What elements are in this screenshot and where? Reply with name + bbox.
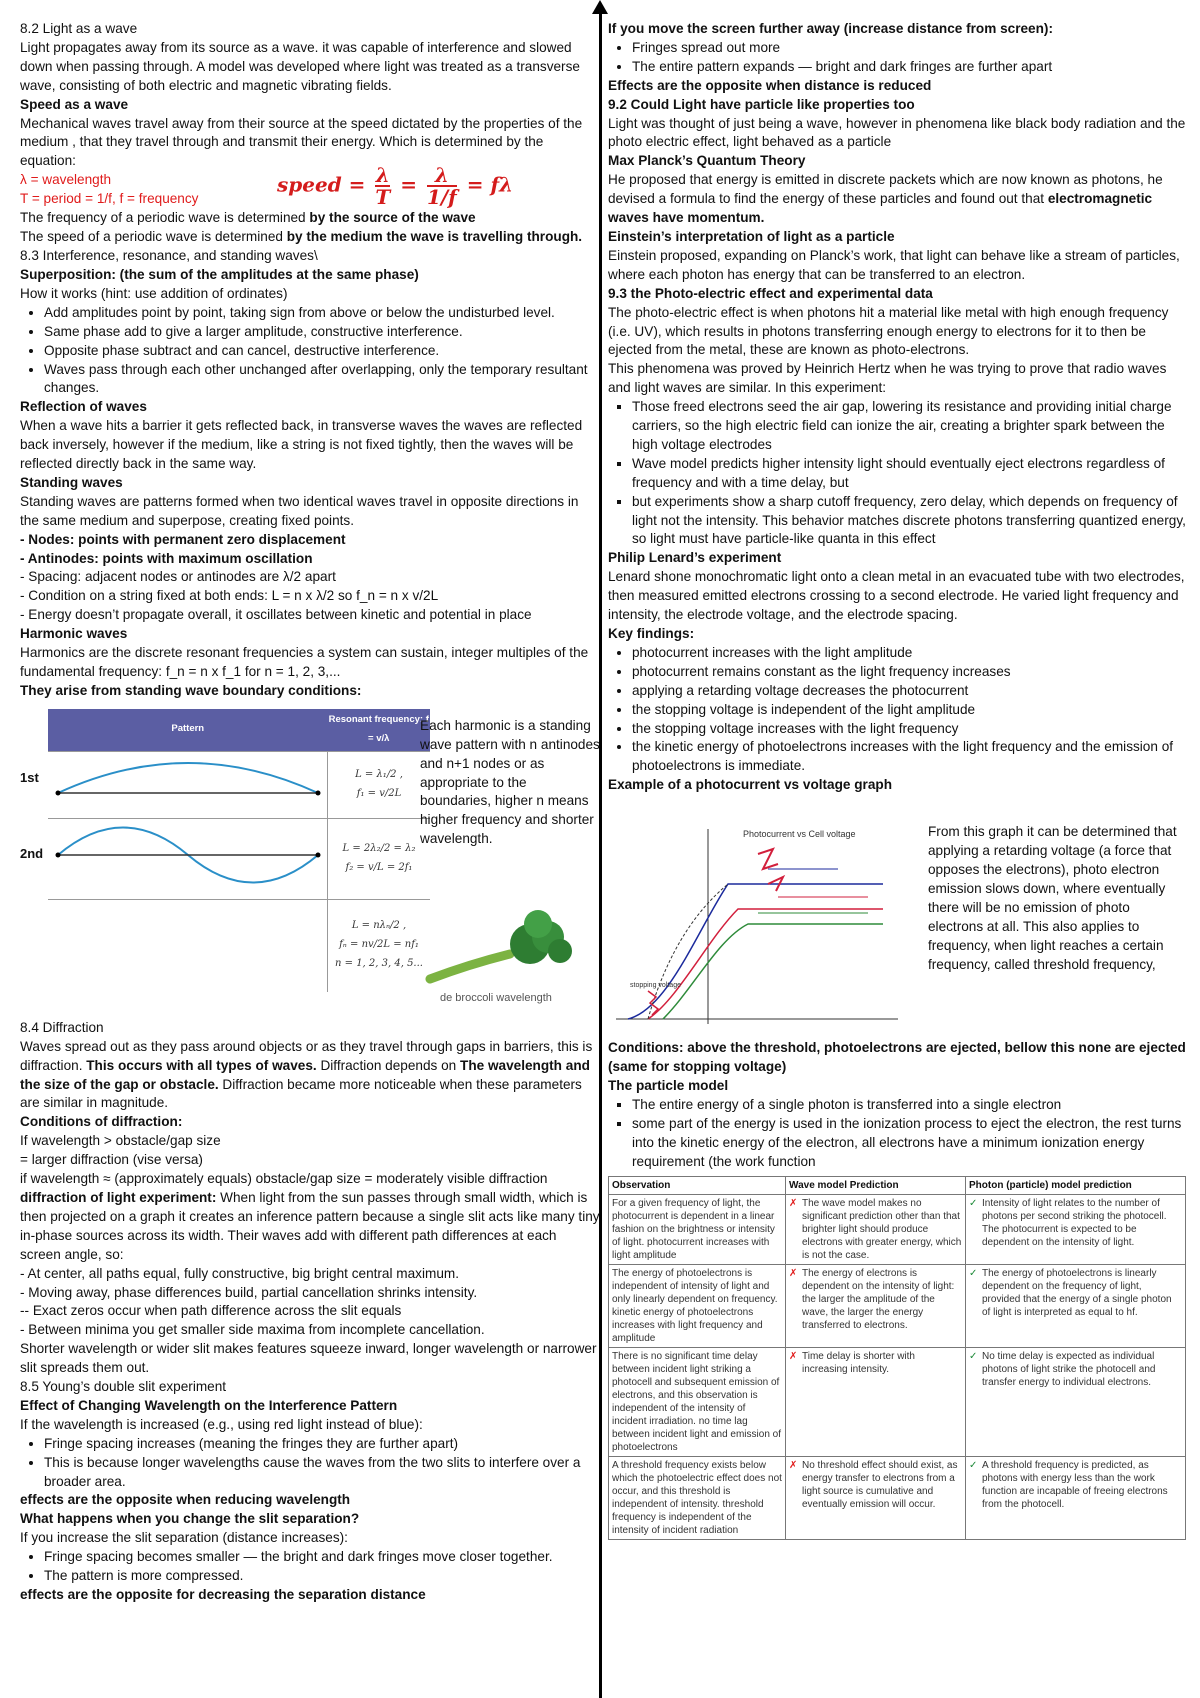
right-column [608,20,1186,1540]
harmonic-n-formula: L = nλₙ/2 , fₙ = nv/2L = nf₁ n = 1, 2, 3, 4, 5... [328,899,431,992]
condition-line: - Condition on a string fixed at both ends: L = n x λ/2 so f_n = n x v/2L [20,588,439,604]
harmonics-table [48,709,430,992]
broccoli-caption: de broccoli wavelength [440,991,552,1004]
list-item: • applying a retarding voltage decreases the photocurrent [632,682,1186,701]
list-item: ▪ but experiments show a sharp cutoff frequency, zero delay, which depends on frequency of light not the intensity. This behavior matches discrete photons transferring quantized energy, so light must have particle-like quanta in this effect [632,493,1186,550]
broccoli-image [420,909,600,1009]
condition-2: = larger diffraction (vise versa) [20,1152,203,1168]
list-item: • Same phase add to give a larger amplitude, constructive interference. [44,323,600,342]
opposite-note-2: effects are the opposite for decreasing the separation distance [20,1587,426,1602]
table-row: A threshold frequency exists below which the photoelectric effect does not occur, and this threshold is independent of intensity. threshold frequency is independent of the intensity of incident radiation ✗ No threshold effect should exist, as energy transfer to electrons from a light source is cumulative and eventually emission will occur. ✓ A threshold frequency is predicted, as photons with energy less than the work function are incapable of freeing electrons from the photocell. [609,1456,1186,1539]
hertz-list [608,398,1186,549]
superposition-heading: Superposition: (the sum of the amplitudes at the same phase) [20,266,419,282]
list-item: • the kinetic energy of photoelectrons increases with the light frequency and the emission of photoelectrons is immediate. [632,738,1186,776]
harmonic-bold-line: They arise from standing wave boundary conditions: [20,682,362,698]
list-item: • Opposite phase subtract and can cancel, destructive interference. [44,342,600,361]
antinodes-line: - Antinodes: points with maximum oscillation [20,550,313,566]
harmonic-heading: Harmonic waves [20,626,128,642]
list-item: ▪ some part of the energy is used in the ionization process to eject the electron, the rest turns into the kinetic energy of the electron, all electrons have a minimum ionization energy requirement (the work function [632,1115,1186,1172]
how-it-works: How it works (hint: use addition of ordinates) [20,285,288,301]
reflection-heading: Reflection of waves [20,399,147,415]
section-8-5-title: 8.5 Young’s double slit experiment [20,1379,227,1395]
photon-header: Photon (particle) model prediction [966,1176,1186,1194]
reflection-paragraph: When a wave hits a barrier it gets reflected back, in transverse waves the waves are reflected back inversely, however if the medium, like a string is not fixed tightly, then the waves will be reflected directly back in the same way. [20,418,583,472]
speed-formula: speed = $\frac{\lambda}{T}$ = $\frac{\lambda}{1/f}$ = fλ [277,163,514,210]
harmonic-1st-label: 1st [20,769,39,785]
conditions-paragraph: Conditions: above the threshold, photoelectrons are ejected, bellow this none are ejected (same for stopping voltage) [608,1040,1186,1075]
standing-heading: Standing waves [20,474,123,490]
formula-block [20,163,600,210]
section-9-2-title: 9.2 Could Light have particle like properties too [608,96,915,112]
spacing-line: - Spacing: adjacent nodes or antinodes are λ/2 apart [20,569,336,585]
diffraction-point-4: - Between minima you get smaller side maxima from incomplete cancellation. [20,1322,485,1338]
energy-line: - Energy doesn’t propagate overall, it oscillates between kinetic and potential in place [20,607,532,623]
graph-heading: Example of a photocurrent vs voltage graph [608,777,893,793]
section-9-3-p2: This phenomena was proved by Heinrich Hertz when he was trying to prove that radio waves and light waves are similar. In this experiment: [608,361,1167,396]
slit-paragraph: If you increase the slit separation (distance increases): [20,1530,348,1546]
speed-heading: Speed as a wave [20,96,129,112]
conditions-heading: Conditions of diffraction: [20,1114,183,1130]
harmonic-paragraph: Harmonics are the discrete resonant frequencies a system can sustain, integer multiples of the fundamental frequency: f_n = n x f_1 for n = 1, 2, 3,... [20,645,589,679]
photocurrent-graph [608,809,908,1039]
harmonic-2nd-label: 2nd [20,845,44,861]
wavelength-list [20,1435,600,1492]
left-column [20,20,600,1605]
section-9-3-p1: The photo-electric effect is when photons hit a material like metal with high enough frequency (i.e. UV), which results in photons transferring enough energy to electrons for it to then be ejected from the metal, these are known as photo-electrons. [608,304,1169,358]
graph-note: From this graph it can be determined that applying a retarding voltage (a force that opposes the electrons), photo electron emission slows down, where eventually there will be no emission of photo electrons at all. This also applies to frequency, when light reaches a certain frequency, called threshold frequency, [928,824,1177,972]
list-item: ▪ Those freed electrons seed the air gap, lowering its resistance and providing initial charge carriers, so the high electric field can ionize the air, creating a brighter spark between the high voltage electrodes [632,398,1186,455]
key-findings-heading: Key findings: [608,626,695,641]
list-item: • Fringe spacing increases (meaning the fringes they are further apart) [44,1435,600,1454]
stopping-voltage-label: stopping voltage [630,982,681,990]
planck-heading: Max Planck’s Quantum Theory [608,153,806,169]
list-item: • Fringes spread out more [632,39,1186,58]
nodes-line: - Nodes: points with permanent zero displacement [20,531,346,547]
harmonic-1-formula: L = λ₁/2 , f₁ = v/2L [328,751,431,818]
section-8-5-sub: Effect of Changing Wavelength on the Interference Pattern [20,1397,398,1413]
lenard-heading: Philip Lenard’s experiment [608,550,782,566]
frequency-line: The frequency of a periodic wave is determined by the source of the wave [20,210,476,226]
graph-title: Photocurrent vs Cell voltage [743,829,856,840]
list-item: • This is because longer wavelengths cause the waves from the two slits to interfere over a broader area. [44,1454,600,1492]
observation-header: Observation [609,1176,786,1194]
section-8-4-title: 8.4 Diffraction [20,1019,104,1035]
list-item: • the stopping voltage is independent of the light amplitude [632,701,1186,720]
table-row: The energy of photoelectrons is independent of intensity of light and only linearly dependent on frequency. kinetic energy of photoelectrons increases with light frequency and amplitude ✗ The energy of electrons is dependent on the intensity of light: the larger the amplitude of the wave, the larger the energy transferred to electrons. ✓ The energy of photoelectrons is linearly dependent on the frequency of light, provided that the energy of a single photon of light is interpreted as equal to hf. [609,1264,1186,1347]
diffraction-point-3: -- Exact zeros occur when path difference across the slit equals [20,1303,402,1319]
particle-heading: The particle model [608,1077,729,1093]
slit-question: What happens when you change the slit separation? [20,1511,360,1527]
section-8-2-intro: Light propagates away from its source as a wave. it was capable of interference and slowed down when passing through. A model was developed where light was treated as a transverse wave, consisting of both electric and magnetic vibrating fields. [20,39,580,93]
pattern-header: Pattern [48,709,328,752]
frequency-header: Resonant frequency: f = v/λ [328,709,431,752]
section-8-2-title: 8.2 Light as a wave [20,21,138,36]
section-9-3-title: 9.3 the Photo-electric effect and experimental data [608,285,933,301]
list-item: • Add amplitudes point by point, taking sign from above or below the undisturbed level. [44,304,600,323]
harmonic-2-formula: L = 2λ₂/2 = λ₂ f₂ = v/L = 2f₁ [328,818,431,899]
diffraction-point-2: - Moving away, phase differences build, partial cancellation shrinks intensity. [20,1284,478,1300]
particle-list [608,1096,1186,1172]
lambda-definition: λ = wavelength [20,172,112,188]
list-item: • Fringe spacing becomes smaller — the bright and dark fringes move closer together. [44,1548,600,1567]
diffraction-paragraph: Waves spread out as they pass around objects or as they travel through gaps in barriers, this is diffraction. This occurs with all types of waves. Diffraction depends on The wavelength and the size of the gap or obstacle. Diffraction became more noticeable when these parameters are similar in magnitude. [20,1038,593,1111]
planck-paragraph: He proposed that energy is emitted in discrete packets which are now known as photons, he devised a formula to find the energy of these particles and found out that electromagnetic waves have momentum. [608,172,1163,226]
speed-paragraph: Mechanical waves travel away from their source at the speed dictated by the properties of the medium , that they travel through and transmit their energy. Which is determined by the equation: [20,115,583,169]
standing-paragraph: Standing waves are patterns formed when two identical waves travel in opposite directions in the same medium and superpose, creating fixed points. [20,493,579,528]
list-item: • The entire pattern expands — bright and dark fringes are further apart [632,58,1186,77]
slit-list [20,1548,600,1586]
period-definition: T = period = 1/f, f = frequency [20,191,199,207]
condition-1: If wavelength > obstacle/gap size [20,1133,221,1149]
wave-header: Wave model Prediction [786,1176,966,1194]
photocurrent-graph-block [608,799,1186,1039]
observation-table [608,1176,1186,1540]
diffraction-point-1: - At center, all paths equal, fully constructive, big bright central maximum. [20,1265,459,1281]
screen-question: If you move the screen further away (increase distance from screen): [608,21,1053,36]
section-9-2-paragraph: Light was thought of just being a wave, however in phenomena like black body radiation and the photo electric effect, light behaved as a particle [608,115,1186,150]
list-item: • the stopping voltage increases with the light frequency [632,720,1186,739]
einstein-heading: Einstein’s interpretation of light as a particle [608,228,895,244]
condition-3: if wavelength ≈ (approximately equals) obstacle/gap size = moderately visible diffraction [20,1171,548,1187]
diffraction-experiment: diffraction of light experiment: When light from the sun passes through small width, which is then projected on a graph it creates an inference pattern because a single slit acts like many tiny in-phase sources across its width. Their waves add with different path differences at each screen angle, so: [20,1189,600,1262]
einstein-paragraph: Einstein proposed, expanding on Planck’s work, that light can behave like a stream of particles, where each photon has energy that can be transferred to an electron. [608,247,1180,282]
table-row: For a given frequency of light, the photocurrent is dependent in a linear fashion on the brightness or intensity of light. photocurrent increases with light amplitude ✗ The wave model makes no significant prediction other than that brighter light should produce electrons with greater energy, which is not the case. ✓ Intensity of light relates to the number of photons per second striking the photocell. The photocurrent is expected to be dependent on the intensity of light. [609,1194,1186,1264]
speed-medium-line: The speed of a periodic wave is determined by the medium the wave is travelling through. [20,229,583,245]
list-item: ▪ Wave model predicts higher intensity light should eventually eject electrons regardless of frequency and with a time delay, but [632,455,1186,493]
harmonic-2-pattern [48,818,328,899]
list-item: • photocurrent remains constant as the light frequency increases [632,663,1186,682]
harmonic-note: Each harmonic is a standing wave pattern with n antinodes and n+1 nodes or as appropriate to the boundaries, higher n means higher frequency and shorter wavelength. [420,717,600,847]
harmonic-1-pattern [48,751,328,818]
list-item: ▪ The entire energy of a single photon is transferred into a single electron [632,1096,1186,1115]
superposition-list [20,304,600,399]
opposite-note-1: effects are the opposite when reducing wavelength [20,1492,351,1508]
section-8-5-p: If the wavelength is increased (e.g., using red light instead of blue): [20,1416,423,1432]
section-8-3-title: 8.3 Interference, resonance, and standing waves\ [20,248,318,264]
screen-list [608,39,1186,77]
key-findings-list [608,644,1186,776]
list-item: • The pattern is more compressed. [44,1567,600,1586]
diffraction-point-5: Shorter wavelength or wider slit makes features squeeze inward, longer wavelength or narrower slit spreads them out. [20,1341,597,1376]
harmonics-figure [20,709,600,1019]
lenard-paragraph: Lenard shone monochromatic light onto a clean metal in an evacuated tube with two electrodes, then measured emitted electrons crossing to a second electrode. He varied light frequency and intensity, the electrode voltage, and the electrode spacing. [608,569,1185,623]
harmonic-n-pattern [48,899,328,992]
list-item: • Waves pass through each other unchanged after overlapping, only the temporary resultant changes. [44,361,600,399]
table-row: There is no significant time delay between incident light striking a photocell and subsequent emission of electrons, and this observation is independent of the intensity of incident irradiation. no time lag between incident light and emission of photoelectrons ✗ Time delay is shorter with increasing intensity. ✓ No time delay is expected as individual photons of light strike the photocell and transfer energy to individual electrons. [609,1347,1186,1456]
list-item: • photocurrent increases with the light amplitude [632,644,1186,663]
screen-opposite: Effects are the opposite when distance is reduced [608,77,932,93]
